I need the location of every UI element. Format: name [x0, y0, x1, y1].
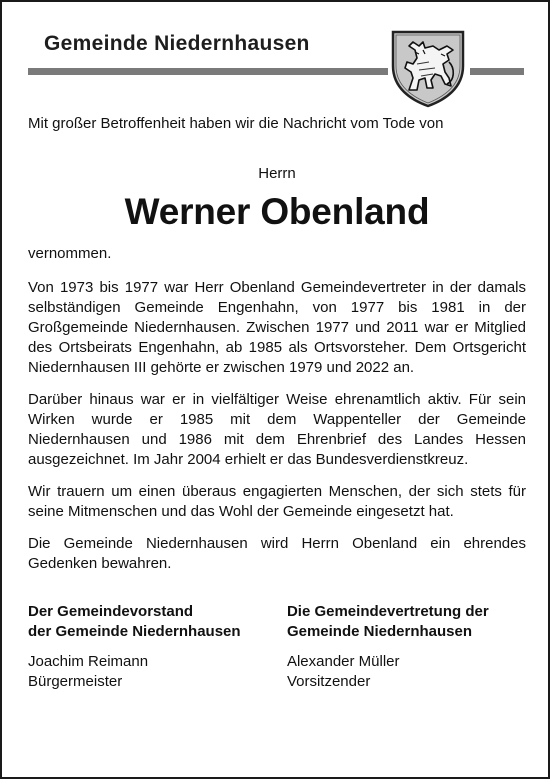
signature-right-org-line1: Die Gemeindevertretung der: [286, 603, 489, 620]
municipality-title: Gemeinde Niedernhausen: [44, 32, 310, 55]
signature-left-org-line1: Der Gemeindevorstand: [28, 603, 194, 620]
signature-left-person: Joachim Reimann: [28, 653, 149, 670]
paragraph-honors: Darüber hinaus war er in vielfältiger Weise ehrenamtlich aktiv. Für sein Wirken wurde er 1985 mit dem Wappenteller der Gemeinde Niedernhausen und 1986 mit dem Ehrenbrief des Landes Hessen ausgezeichnet. Im Jahr 2004 erhielt er das Bundesverdienstkreuz.: [28, 391, 526, 468]
paragraph-mourning: Wir trauern um einen überaus engagierten Menschen, der sich stets für seine Mitmenschen und das Wohl der Gemeinde eingesetzt hat.: [28, 483, 526, 520]
signature-left: [28, 602, 287, 692]
vernommen-line: vernommen.: [28, 245, 112, 262]
notice-body: [28, 114, 526, 692]
deceased-name: Werner Obenland: [124, 191, 430, 232]
paragraph-remembrance: Die Gemeinde Niedernhausen wird Herrn Obenland ein ehrendes Gedenken bewahren.: [28, 535, 526, 572]
signature-right-role: Vorsitzender: [286, 673, 371, 690]
signature-block: [28, 602, 526, 692]
signature-right-person: Alexander Müller: [286, 653, 400, 670]
header-rule-right: [470, 68, 524, 75]
salutation: Herrn: [258, 165, 296, 182]
signature-right: [287, 602, 526, 692]
paragraph-career: Von 1973 bis 1977 war Herr Obenland Gemeindevertreter in der damals selbständigen Gemeinde Engenhahn, von 1977 bis 1981 in der Großgemeinde Niedernhausen. Zwischen 1977 und 2011 war er Mitglied des Ortsbeirats Engenhahn, ab 1985 als Ortsvorsteher. Dem Ortsgericht Niedernhausen III gehörte er zwischen 1979 und 2022 an.: [28, 279, 526, 376]
header: [2, 2, 548, 112]
header-rule-left: [28, 68, 388, 75]
signature-left-org-line2: der Gemeinde Niedernhausen: [28, 623, 241, 640]
signature-left-role: Bürgermeister: [28, 673, 123, 690]
intro-line: Mit großer Betroffenheit haben wir die Nachricht vom Tode von: [28, 115, 444, 132]
coat-of-arms-lion-icon: [389, 28, 467, 108]
signature-right-org-line2: Gemeinde Niedernhausen: [286, 623, 473, 640]
